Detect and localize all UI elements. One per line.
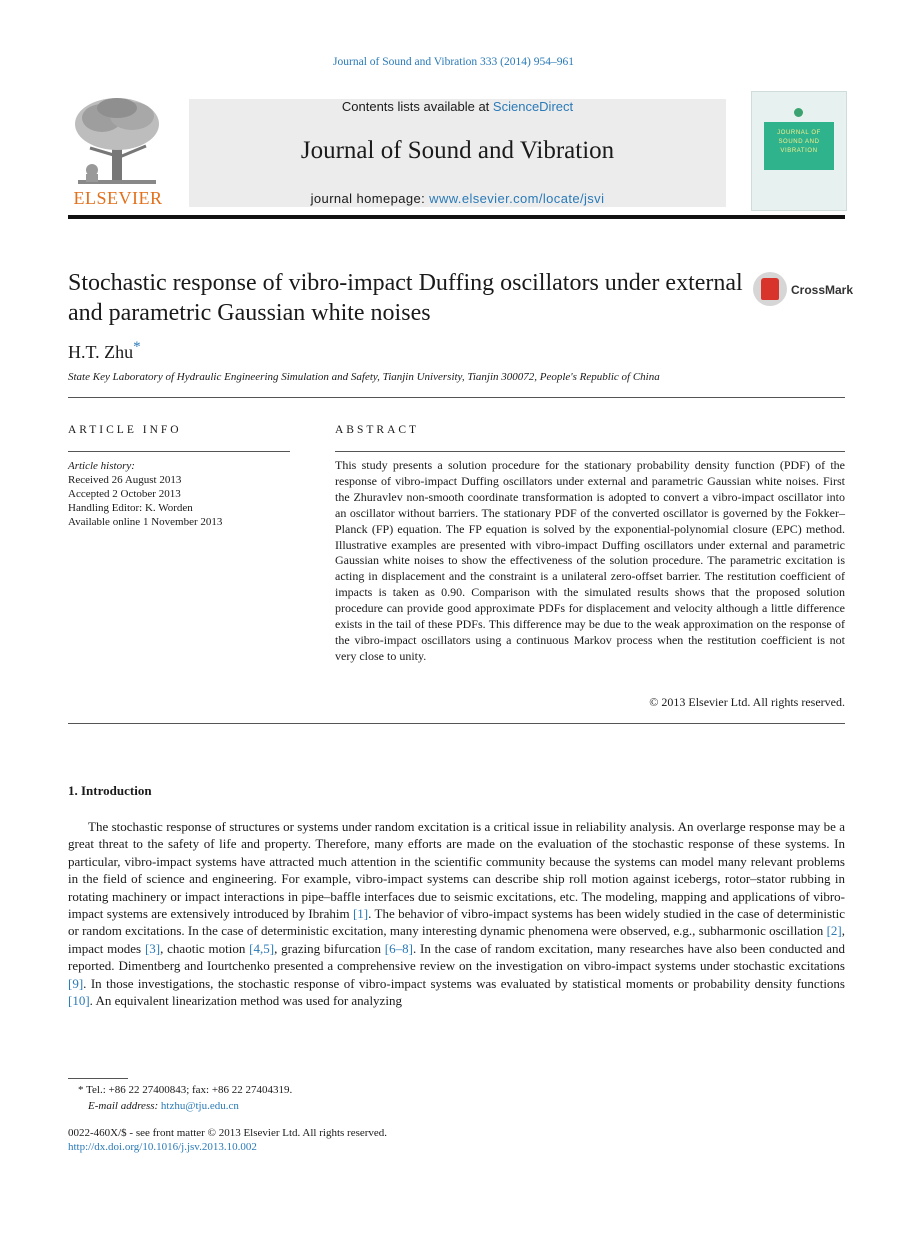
intro-text-1: The stochastic response of structures or systems under random excitation is a critical issue in reliability analysis. An overlarge response may be a great threat to the safety of life and property. Therefore, many efforts are made on the evaluation of the stochastic response of these systems. In particular, vibro-impact systems have attracted much attention in the scientific community because the systems can model many relevant problems in the field of science and engineering. For example, vibro-impact systems can describe ship roll motion against icebergs, rotor–stator rubbing in rotating machinery or impact interactions in pipe–baffle interfaces due to seismic excitations, etc. The modeling, mapping and applications of vibro-impact systems are extensively introduced by Ibrahim	[68, 819, 845, 922]
history-editor: Handling Editor: K. Worden	[68, 502, 193, 514]
author-line	[68, 339, 141, 363]
history-received: Received 26 August 2013	[68, 474, 182, 486]
abstract-bottom-rule	[68, 723, 845, 724]
ref-link-5[interactable]: [6–8]	[384, 940, 413, 956]
elsevier-wordmark: ELSEVIER	[73, 188, 163, 208]
email-label: E-mail address:	[88, 1100, 159, 1112]
email-link[interactable]: htzhu@tju.edu.cn	[160, 1100, 239, 1112]
crossmark-icon	[753, 272, 787, 306]
intro-text-6: . In the case of random excitation, many researches have also been conducted and reported. Dimentberg and Iourtchenko presented a comprehensive review on the investigation on vibro-impact systems under stochastic excitations	[68, 940, 846, 974]
masthead-box	[189, 99, 726, 207]
ref-link-3[interactable]: [3]	[144, 940, 161, 956]
history-accepted: Accepted 2 October 2013	[68, 488, 181, 500]
homepage-prefix: journal homepage:	[310, 191, 426, 206]
abstract-copyright: © 2013 Elsevier Ltd. All rights reserved.	[649, 695, 845, 709]
masthead-rule	[68, 215, 845, 219]
article-info-rule	[68, 451, 290, 452]
intro-text-2: . The behavior of vibro-impact systems has been widely studied in the case of deterministic or random excitations. In the case of deterministic excitation, many interesting dynamic phenomena were observed, e.g., subharmonic oscillation	[68, 906, 845, 939]
footnote-email	[88, 1100, 239, 1112]
author-name: H.T. Zhu	[68, 342, 134, 362]
intro-text-5: , grazing bifurcation	[274, 940, 381, 956]
ref-link-7[interactable]: [10]	[68, 993, 90, 1009]
issn-line: 0022-460X/$ - see front matter © 2013 Elsevier Ltd. All rights reserved.	[68, 1127, 388, 1139]
footnote-tel: * Tel.: +86 22 27400843; fax: +86 22 27404319.	[78, 1084, 293, 1096]
journal-cover	[751, 91, 847, 211]
intro-text-4: , chaotic motion	[160, 940, 246, 956]
elsevier-logo	[68, 96, 166, 210]
journal-citation[interactable]: Journal of Sound and Vibration 333 (2014) 954–961	[333, 56, 574, 68]
author-footnote-mark[interactable]: *	[133, 339, 141, 355]
affiliation: State Key Laboratory of Hydraulic Engineering Simulation and Safety, Tianjin University, Tianjin 300072, People's Republic of China	[68, 371, 660, 383]
affiliation-rule	[68, 397, 845, 398]
intro-text-3: , impact modes	[68, 923, 845, 956]
elsevier-tree-icon	[72, 96, 162, 188]
ref-link-6[interactable]: [9]	[68, 975, 84, 991]
contents-prefix: Contents lists available at	[341, 99, 490, 114]
homepage-link[interactable]: www.elsevier.com/locate/jsvi	[429, 191, 605, 206]
intro-paragraph	[68, 818, 845, 1009]
crossmark-label: CrossMark	[791, 283, 854, 297]
sciencedirect-link[interactable]: ScienceDirect	[492, 99, 574, 114]
cover-logo-icon	[794, 108, 803, 117]
intro-text-7: . In those investigations, the stochastic response of vibro-impact systems was evaluated by statistical moments or probability density functions	[83, 975, 845, 991]
article-title: Stochastic response of vibro-impact Duffing oscillators under external and parametric Gaussian white noises	[68, 270, 743, 326]
crossmark-badge[interactable]	[753, 272, 854, 308]
abstract-rule	[335, 451, 845, 452]
article-info-label: ARTICLE INFO	[68, 424, 182, 436]
history-online: Available online 1 November 2013	[68, 516, 223, 528]
intro-text-8: . An equivalent linearization method was used for analyzing	[89, 993, 402, 1009]
ref-link-4[interactable]: [4,5]	[249, 940, 275, 956]
contents-line	[189, 99, 726, 114]
doi-link[interactable]: http://dx.doi.org/10.1016/j.jsv.2013.10.002	[68, 1141, 257, 1153]
ref-link-1[interactable]: [1]	[352, 906, 369, 922]
abstract-text: This study presents a solution procedure for the stationary probability density function (PDF) of the response of vibro-impact Duffing oscillators under external and parametric Gaussian white noises. First the Zhuravlev non-smooth coordinate transformation is adopted to convert a vibro-impact oscillator into an oscillator without barriers. The stationary PDF of the converted oscillator is governed by the Fokker–Planck (FP) equation. The FP equation is solved by the exponential-polynomial closure (EPC) method. Illustrative examples are presented with vibro-impact Duffing oscillators under external and parametric Gaussian white noises to show the effectiveness of the solution procedure. The parametric excitation is acting in displacement and the constraint is a unilateral zero-offset barrier. The restitution coefficient of impacts is taken as 0.90. Comparison with the simulated results shows that the proposed solution procedure can provide good approximate PDFs for displacement and velocity although a little difference exists in the tail of these PDFs. This difference may be due to the weak approximation on the response of the vibro-impact oscillators using a continuous Markov process when the restitution coefficient is not very close to unity.	[335, 458, 845, 663]
history-heading: Article history:	[68, 460, 135, 472]
footnote-rule	[68, 1078, 128, 1079]
ref-link-2[interactable]: [2]	[826, 923, 842, 939]
section-heading: 1. Introduction	[68, 783, 152, 798]
abstract-label: ABSTRACT	[335, 424, 420, 436]
article-history	[68, 459, 222, 529]
journal-title: Journal of Sound and Vibration	[300, 137, 615, 164]
homepage-line	[189, 191, 726, 206]
cover-title: JOURNAL OF SOUND AND VIBRATION	[777, 130, 821, 154]
